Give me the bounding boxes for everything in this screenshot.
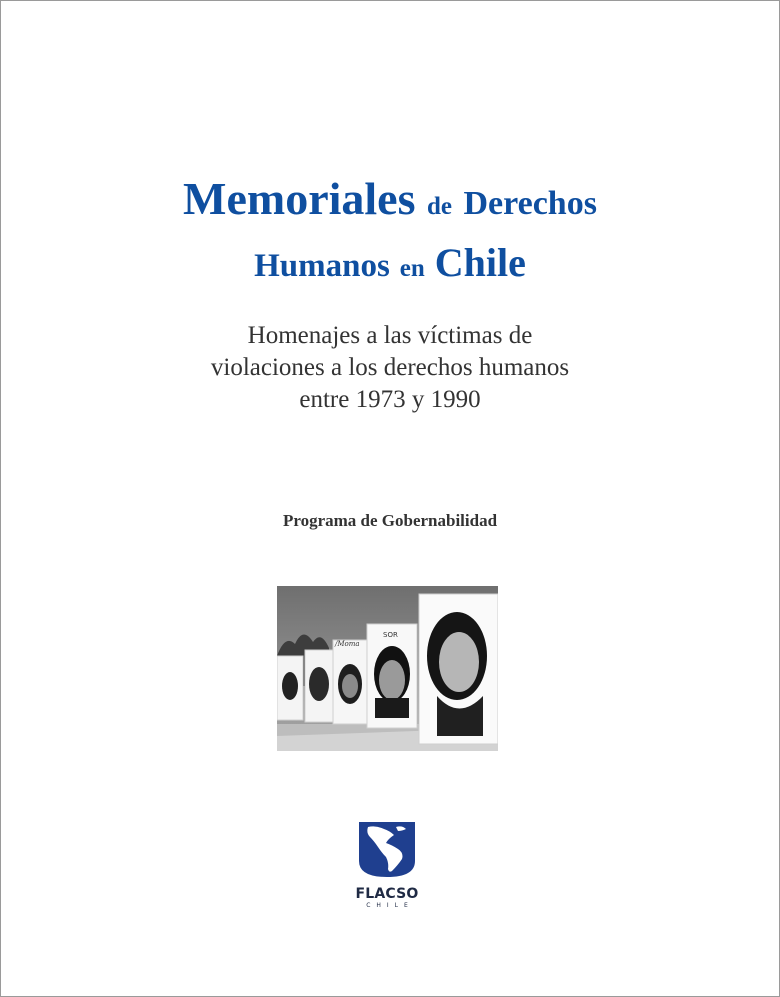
americas-map-icon — [356, 819, 418, 879]
subtitle-line-2: violaciones a los derechos humanos — [210, 354, 570, 381]
title-word-en: en — [399, 255, 425, 282]
memorial-portraits-photo — [277, 586, 498, 751]
title-line-2 — [1, 237, 779, 295]
title-word-chile: Chile — [434, 240, 526, 285]
title-line-1 — [1, 171, 779, 235]
title-word-derechos: Derechos — [463, 185, 597, 222]
program-name: Programa de Gobernabilidad — [282, 511, 498, 530]
subtitle-line-1: Homenajes a las víctimas de — [247, 322, 533, 349]
subtitle-line-3: entre 1973 y 1990 — [299, 386, 481, 413]
title-word-de: de — [427, 193, 452, 220]
logo-subname: CHILE — [366, 902, 414, 909]
document-subtitle — [1, 320, 779, 416]
title-word-humanos: Humanos — [254, 248, 390, 284]
flacso-logo — [353, 819, 421, 914]
logo-name: FLACSO — [355, 886, 419, 902]
document-title — [1, 171, 779, 295]
photo-sign-1: /Moma — [335, 640, 360, 648]
photo-sign-2: SOR — [383, 631, 398, 639]
title-word-memoriales: Memoriales — [183, 173, 416, 224]
